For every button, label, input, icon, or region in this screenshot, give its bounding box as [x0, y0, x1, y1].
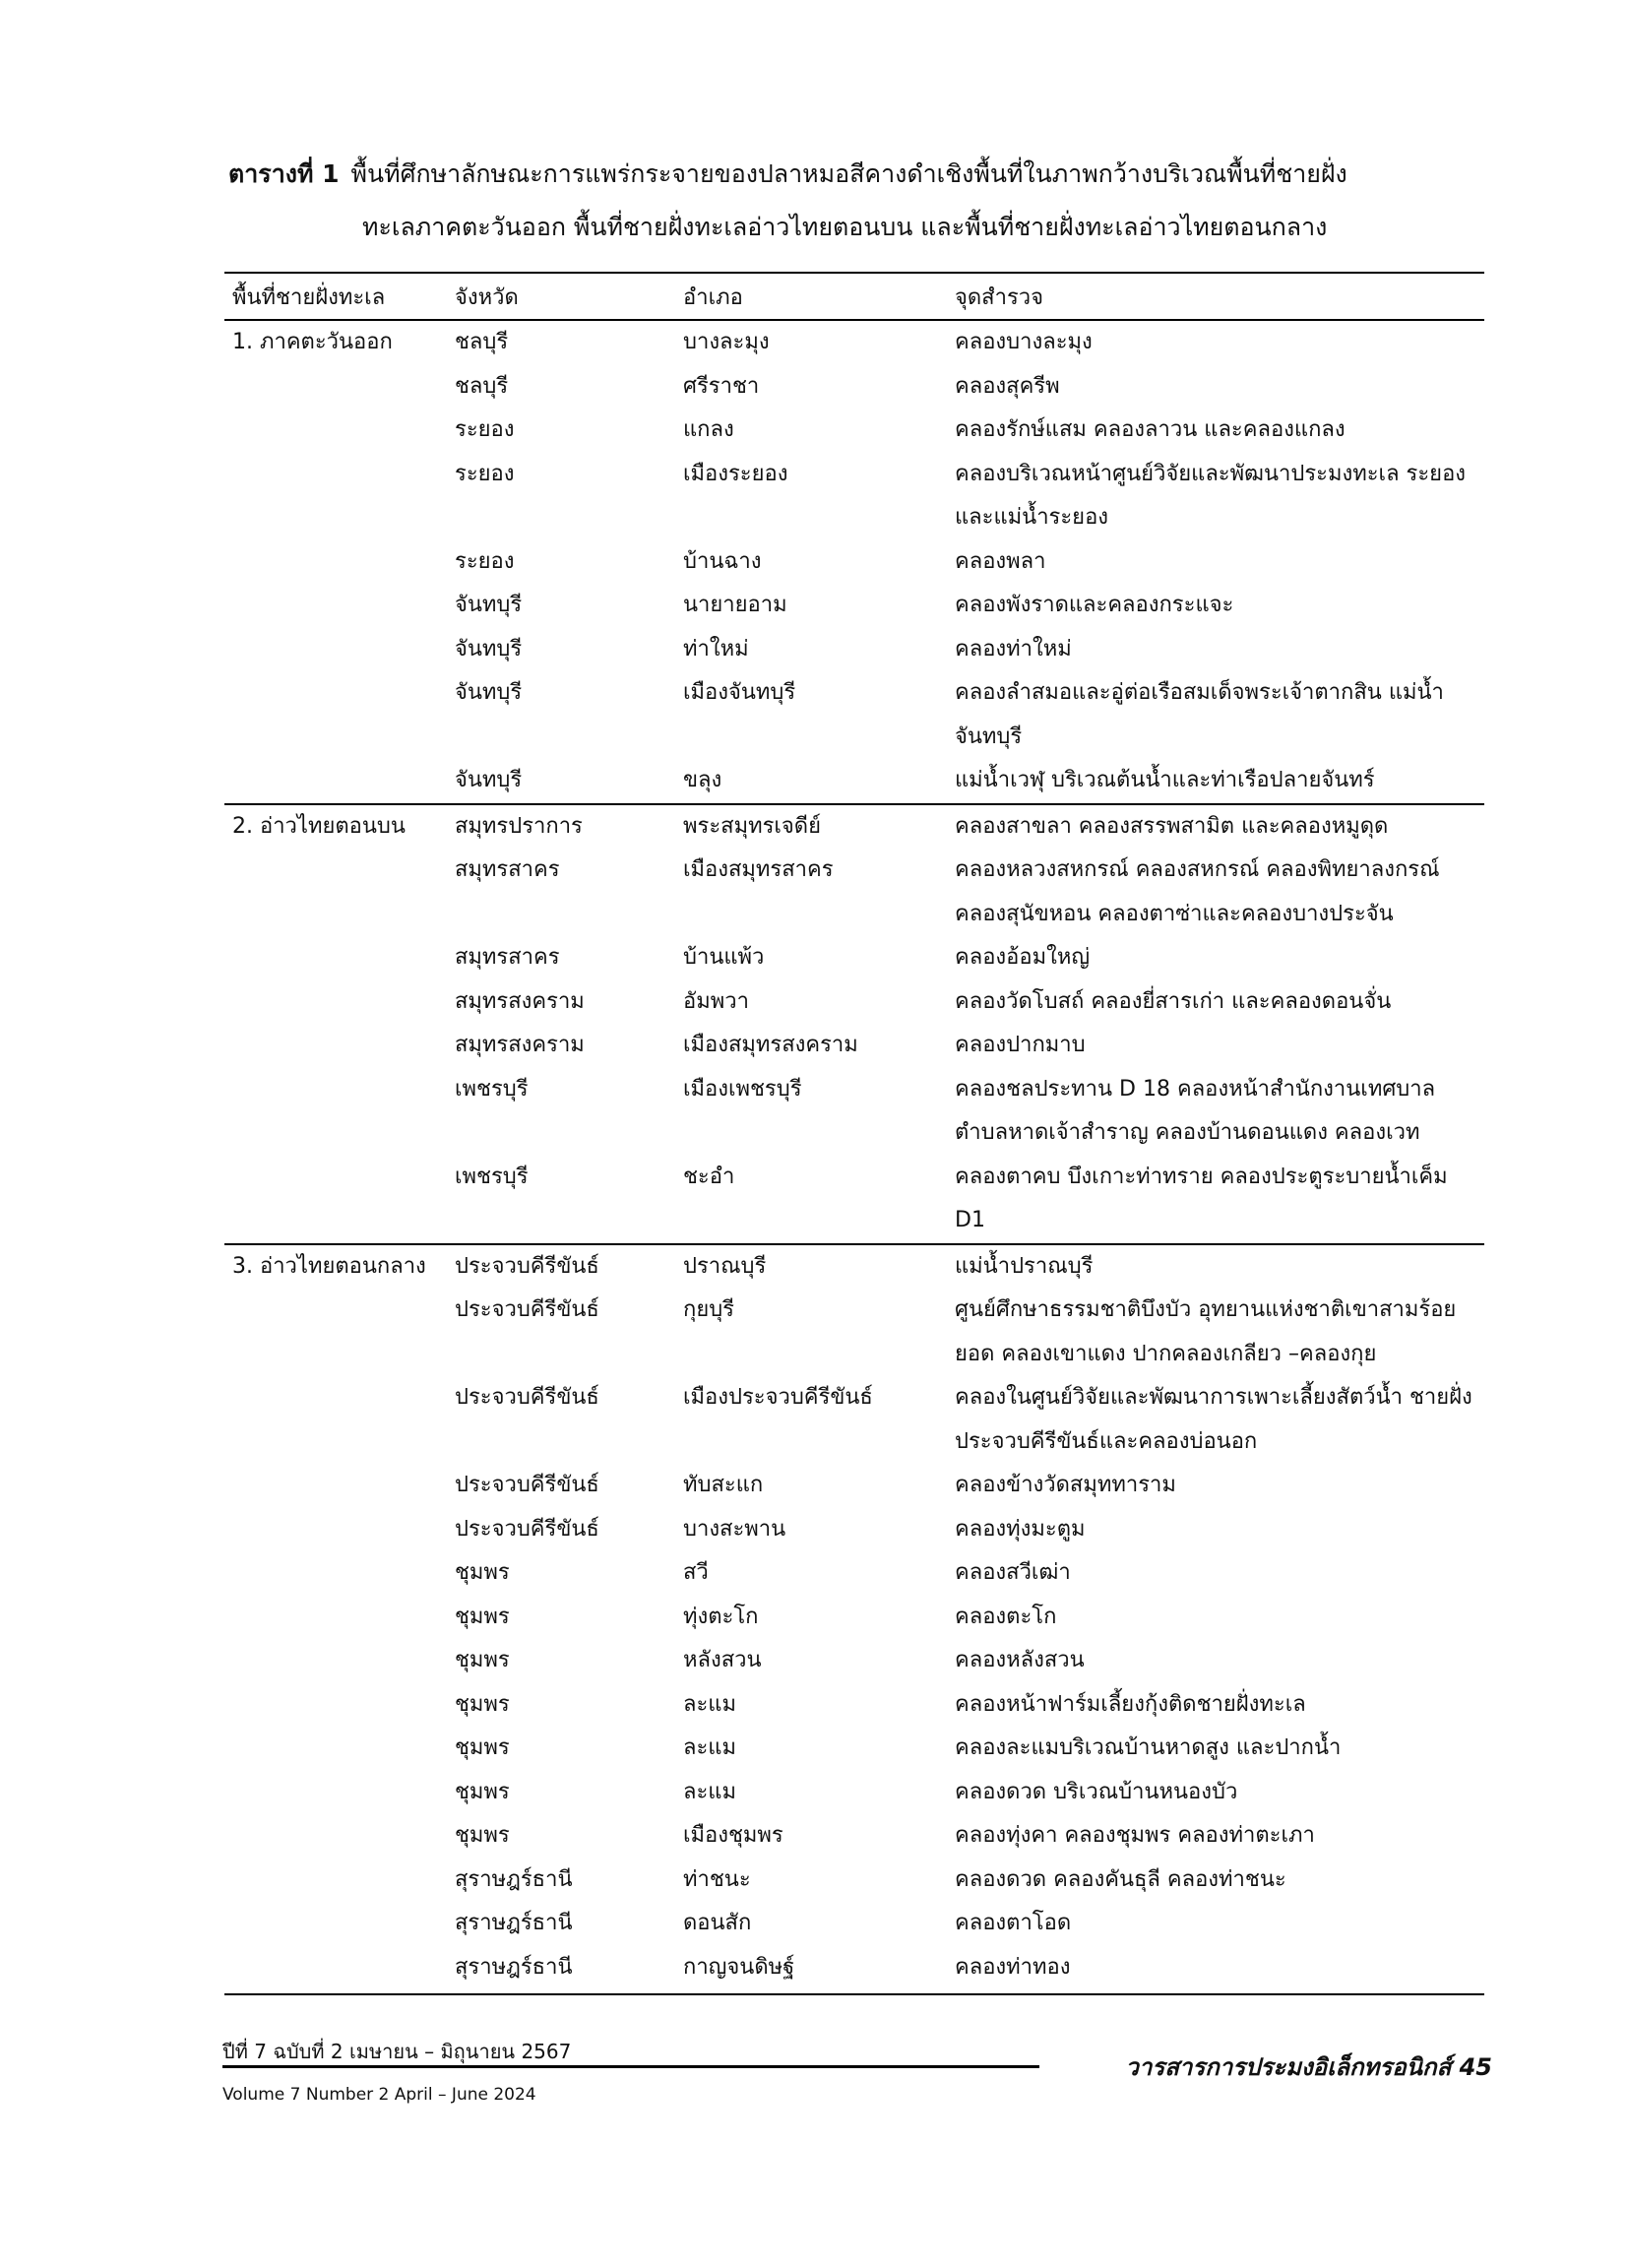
- table-row: [224, 540, 1484, 585]
- cell-province: จันทบุรี: [455, 593, 523, 617]
- cell-coastal-area: [224, 671, 455, 759]
- table-row: [224, 1639, 1484, 1683]
- cell-coastal-area: [224, 453, 455, 540]
- table-row: [224, 671, 1484, 759]
- footer-rule: [222, 2065, 1039, 2068]
- cell-district: สวี: [683, 1560, 709, 1585]
- cell-coastal-area: [224, 1508, 455, 1552]
- table-row: [224, 936, 1484, 980]
- table-row: [224, 1814, 1484, 1858]
- cell-district: เมืองสมุทรสาคร: [683, 857, 834, 882]
- cell-survey-point: คลองในศูนย์วิจัยและพัฒนาการเพาะเลี้ยงสัตว์น้ำ ชายฝั่งประจวบคีรีขันธ์และคลองบ่อนอก: [955, 1385, 1472, 1454]
- cell-survey-point: คลองดวด บริเวณบ้านหนองบัว: [955, 1779, 1238, 1804]
- table-row: [224, 1727, 1484, 1771]
- cell-district: พระสมุทรเจดีย์: [683, 804, 955, 850]
- table-row: [224, 1068, 1484, 1156]
- header-coastal-area: พื้นที่ชายฝั่งทะเล: [224, 273, 455, 320]
- cell-survey-point: คลองพังราดและคลองกระแจะ: [955, 593, 1234, 617]
- table-row: [224, 1244, 1484, 1290]
- cell-survey-point: คลองข้างวัดสมุททาราม: [955, 1473, 1176, 1497]
- cell-survey-point: คลองทุ่งคา คลองชุมพร คลองท่าตะเภา: [955, 1823, 1315, 1848]
- cell-district: เมืองเพชรบุรี: [683, 1076, 802, 1102]
- cell-province: ชลบุรี: [455, 373, 509, 399]
- cell-province: สุราษฎร์ธานี: [455, 1946, 683, 1995]
- cell-province: สุราษฎร์ธานี: [455, 1911, 573, 1935]
- cell-survey-point: คลองทุ่งมะตูม: [955, 1516, 1086, 1542]
- caption-line-1: พื้นที่ศึกษาลักษณะการแพร่กระจายของปลาหมอสีคางดำเชิงพื้นที่ในภาพกว้างบริเวณพื้นที่ชายฝั่ง: [350, 159, 1347, 188]
- table-row: [224, 1771, 1484, 1815]
- footer-journal-page: วารสารการประมงอิเล็กทรอนิกส์ 45: [1125, 2053, 1492, 2081]
- cell-district: เมืองระยอง: [683, 461, 788, 486]
- cell-survey-point: คลองชลประทาน D 18 คลองหน้าสำนักงานเทศบาล ตำบลหาดเจ้าสำราญ คลองบ้านดอนแดง คลองเวท: [955, 1076, 1436, 1145]
- cell-province: ระยอง: [455, 417, 515, 442]
- cell-province: สมุทรสาคร: [455, 945, 560, 970]
- cell-survey-point: คลองปากมาบ: [955, 1033, 1086, 1057]
- cell-survey-point: คลองบริเวณหน้าศูนย์วิจัยและพัฒนาประมงทะเล ระยอง และแม่น้ำระยอง: [955, 461, 1467, 530]
- cell-district: บางละมุง: [683, 330, 770, 354]
- cell-survey-point: คลองสุครีพ: [955, 373, 1060, 399]
- table-row: [224, 1156, 1484, 1244]
- cell-province: ประจวบคีรีขันธ์: [455, 1473, 599, 1497]
- cell-district: เมืองสมุทรสงคราม: [683, 1033, 858, 1057]
- cell-province: จันทบุรี: [455, 636, 523, 662]
- table-row: [224, 1508, 1484, 1552]
- cell-coastal-area: [224, 1858, 455, 1903]
- table-row: [224, 1024, 1484, 1068]
- cell-province: ชุมพร: [455, 1648, 510, 1672]
- cell-province: ประจวบคีรีขันธ์: [455, 1516, 599, 1542]
- cell-district: นายายอาม: [683, 593, 787, 617]
- cell-coastal-area: 3. อ่าวไทยตอนกลาง: [224, 1244, 455, 1290]
- cell-district: ทับสะแก: [683, 1473, 764, 1497]
- cell-survey-point: คลองพลา: [955, 548, 1046, 574]
- table-row: [224, 804, 1484, 850]
- table-row: [224, 320, 1484, 365]
- table-row: [224, 849, 1484, 936]
- cell-province: ชุมพร: [455, 1735, 510, 1760]
- table-row: [224, 1902, 1484, 1946]
- cell-province: ชุมพร: [455, 1823, 510, 1848]
- cell-survey-point: คลองสวีเฒ่า: [955, 1560, 1071, 1585]
- cell-survey-point: คลองตะโก: [955, 1604, 1057, 1629]
- cell-province: ระยอง: [455, 461, 515, 486]
- table-row: [224, 453, 1484, 540]
- cell-survey-point: คลองลำสมอและอู่ต่อเรือสมเด็จพระเจ้าตากสิน แม่น้ำ จันทบุรี: [955, 680, 1444, 749]
- cell-district: บ้านแพ้ว: [683, 945, 765, 970]
- cell-coastal-area: [224, 1683, 455, 1728]
- cell-district: เมืองจันทบุรี: [683, 680, 796, 705]
- cell-coastal-area: [224, 1376, 455, 1464]
- cell-survey-point: คลองหลังสวน: [955, 1648, 1085, 1672]
- cell-survey-point: คลองละแมบริเวณบ้านหาดสูง และปากน้ำ: [955, 1735, 1342, 1760]
- table-row: [224, 1464, 1484, 1508]
- table-row: [224, 1858, 1484, 1903]
- cell-survey-point: คลองดวด คลองคันธุลี คลองท่าชนะ: [955, 1866, 1286, 1892]
- cell-province: จันทบุรี: [455, 768, 523, 792]
- cell-coastal-area: [224, 1464, 455, 1508]
- table-row: [224, 1289, 1484, 1376]
- header-province: จังหวัด: [455, 273, 683, 320]
- cell-district: ทุ่งตะโก: [683, 1604, 759, 1629]
- footer-issue: ปีที่ 7 ฉบับที่ 2 เมษายน – มิถุนายน 2567: [222, 2040, 572, 2063]
- cell-survey-point: แม่น้ำปราณบุรี: [955, 1244, 1484, 1290]
- table-row: [224, 365, 1484, 410]
- cell-district: ละแม: [683, 1735, 736, 1760]
- cell-province: ชุมพร: [455, 1691, 510, 1717]
- cell-coastal-area: [224, 1814, 455, 1858]
- cell-survey-point: คลองหน้าฟาร์มเลี้ยงกุ้งติดชายฝั่งทะเล: [955, 1691, 1306, 1717]
- cell-province: เพชรบุรี: [455, 1076, 529, 1102]
- cell-province: สมุทรปราการ: [455, 804, 683, 850]
- cell-survey-point: คลองรักษ์แสม คลองลาวน และคลองแกลง: [955, 417, 1346, 442]
- cell-coastal-area: 2. อ่าวไทยตอนบน: [224, 804, 455, 850]
- cell-province: สมุทรสงคราม: [455, 988, 585, 1014]
- cell-coastal-area: [224, 1551, 455, 1596]
- cell-coastal-area: [224, 628, 455, 672]
- cell-coastal-area: [224, 584, 455, 628]
- cell-coastal-area: [224, 849, 455, 936]
- cell-coastal-area: [224, 1289, 455, 1376]
- cell-survey-point: คลองบางละมุง: [955, 330, 1093, 354]
- table-row: [224, 628, 1484, 672]
- cell-coastal-area: [224, 936, 455, 980]
- table-row: [224, 1376, 1484, 1464]
- cell-coastal-area: [224, 540, 455, 585]
- cell-coastal-area: [224, 365, 455, 410]
- table-row: [224, 409, 1484, 453]
- table-row: [224, 1596, 1484, 1640]
- cell-coastal-area: [224, 1639, 455, 1683]
- cell-province: ประจวบคีรีขันธ์: [455, 1244, 683, 1290]
- header-district: อำเภอ: [683, 273, 955, 320]
- cell-coastal-area: [224, 409, 455, 453]
- cell-survey-point: คลองตาคบ บึงเกาะท่าทราย คลองประตูระบายน้ำเค็ม D1: [955, 1164, 1448, 1232]
- cell-district: กาญจนดิษฐ์: [683, 1946, 955, 1995]
- cell-district: ท่าใหม่: [683, 636, 749, 662]
- cell-coastal-area: [224, 1156, 455, 1244]
- cell-survey-point: คลองหลวงสหกรณ์ คลองสหกรณ์ คลองพิทยาลงกรณ์ คลองสุนัขหอน คลองตาซ่าและคลองบางประจัน: [955, 857, 1440, 926]
- cell-survey-point: คลองวัดโบสถ์ คลองยี่สารเก่า และคลองดอนจั่น: [955, 988, 1392, 1014]
- table-row: [224, 584, 1484, 628]
- cell-district: บ้านฉาง: [683, 548, 762, 574]
- cell-coastal-area: [224, 1024, 455, 1068]
- cell-province: ชุมพร: [455, 1604, 510, 1629]
- cell-province: สมุทรสาคร: [455, 857, 560, 882]
- cell-coastal-area: [224, 1771, 455, 1815]
- caption-line-2: ทะเลภาคตะวันออก พื้นที่ชายฝั่งทะเลอ่าวไทยตอนบน และพื้นที่ชายฝั่งทะเลอ่าวไทยตอนกลาง: [362, 213, 1328, 241]
- cell-district: ละแม: [683, 1779, 736, 1804]
- cell-coastal-area: [224, 1596, 455, 1640]
- cell-survey-point: คลองตาโอด: [955, 1911, 1072, 1935]
- cell-province: ประจวบคีรีขันธ์: [455, 1385, 599, 1410]
- cell-survey-point: คลองสาขลา คลองสรรพสามิต และคลองหมูดุด: [955, 804, 1484, 850]
- table-row: [224, 759, 1484, 804]
- cell-province: ชุมพร: [455, 1779, 510, 1804]
- cell-district: แกลง: [683, 417, 734, 442]
- table-header-row: [224, 273, 1484, 320]
- cell-province: สุราษฎร์ธานี: [455, 1866, 573, 1892]
- table-row: [224, 1946, 1484, 1995]
- cell-district: กุยบุรี: [683, 1297, 734, 1322]
- cell-province: ชลบุรี: [455, 330, 509, 354]
- table-body: [224, 320, 1484, 1994]
- cell-district: ขลุง: [683, 768, 722, 792]
- cell-survey-point: คลองท่าทอง: [955, 1946, 1484, 1995]
- cell-district: เมืองชุมพร: [683, 1823, 783, 1848]
- cell-coastal-area: [224, 1902, 455, 1946]
- cell-district: ศรีราชา: [683, 373, 760, 399]
- cell-coastal-area: [224, 1068, 455, 1156]
- cell-coastal-area: 1. ภาคตะวันออก: [232, 330, 393, 354]
- cell-coastal-area: [224, 759, 455, 804]
- cell-survey-point: คลองท่าใหม่: [955, 636, 1072, 662]
- cell-survey-point: ศูนย์ศึกษาธรรมชาติบึงบัว อุทยานแห่งชาติเขาสามร้อย ยอด คลองเขาแดง ปากคลองเกลียว –คลองกุย: [955, 1297, 1457, 1366]
- cell-survey-point: คลองอ้อมใหญ่: [955, 945, 1091, 970]
- cell-coastal-area: [224, 1727, 455, 1771]
- cell-district: หลังสวน: [683, 1648, 762, 1672]
- table-row: [224, 1683, 1484, 1728]
- cell-district: ปราณบุรี: [683, 1244, 955, 1290]
- caption-label: ตารางที่ 1: [228, 159, 340, 188]
- table-caption: [228, 148, 1498, 254]
- cell-province: ระยอง: [455, 548, 515, 574]
- cell-province: จันทบุรี: [455, 680, 523, 705]
- cell-province: เพชรบุรี: [455, 1164, 529, 1189]
- header-survey-point: จุดสำรวจ: [955, 273, 1484, 320]
- cell-coastal-area: [224, 980, 455, 1025]
- cell-district: บางสะพาน: [683, 1516, 786, 1542]
- cell-survey-point: แม่น้ำเวฬุ บริเวณต้นน้ำและท่าเรือปลายจันทร์: [955, 768, 1375, 792]
- cell-district: อัมพวา: [683, 988, 749, 1014]
- cell-province: สมุทรสงคราม: [455, 1033, 585, 1057]
- table-row: [224, 1551, 1484, 1596]
- table-row: [224, 980, 1484, 1025]
- page-footer: [222, 2036, 1492, 2114]
- cell-district: ท่าชนะ: [683, 1866, 751, 1892]
- cell-district: เมืองประจวบคีรีขันธ์: [683, 1385, 873, 1410]
- cell-coastal-area: [224, 1946, 455, 1995]
- cell-district: ดอนสัก: [683, 1911, 752, 1935]
- survey-table: [224, 272, 1484, 1995]
- cell-province: ประจวบคีรีขันธ์: [455, 1297, 599, 1322]
- footer-volume: Volume 7 Number 2 April – June 2024: [222, 2085, 536, 2105]
- cell-province: ชุมพร: [455, 1560, 510, 1585]
- cell-district: ละแม: [683, 1691, 736, 1717]
- cell-district: ชะอำ: [683, 1164, 735, 1189]
